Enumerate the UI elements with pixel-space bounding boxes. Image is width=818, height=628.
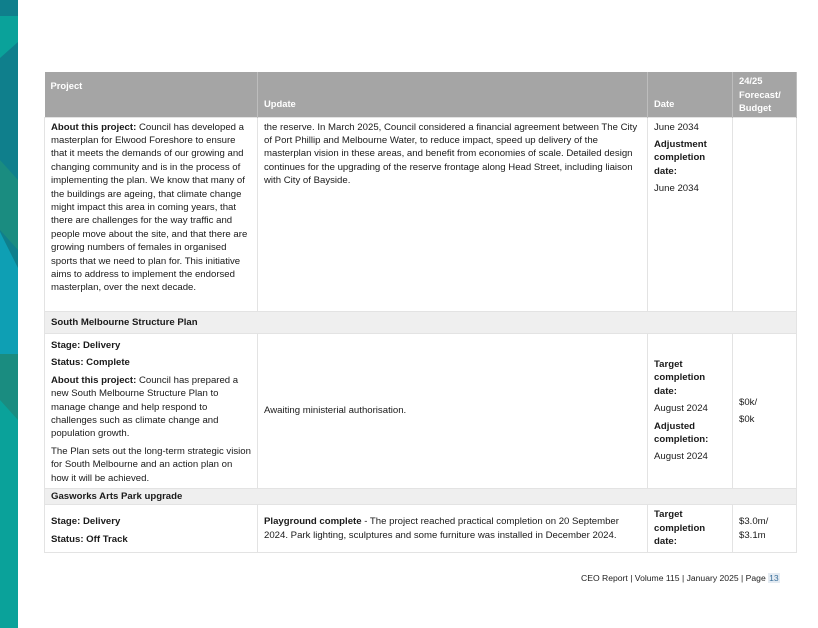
elwood-date2: June 2034 [654, 183, 699, 195]
side-strip-graphic [0, 0, 18, 628]
south-melbourne-about [51, 374, 251, 441]
elwood-about-text: Council has developed a masterplan for Elwood Foreshore to ensure that it meets the demands of our growing and changing community and is in the process of implementing the plan. We know that many of the buildings are ageing, that climate change might impact this area in coming years, that there are challenges for the way traffic and people move about the site, and that there are growing numbers of females in organised sports that we need to plan for. This initiative aims to address to implement the endorsed masterplan, over the next decade. [51, 121, 248, 294]
south-melbourne-adjusted-label: Adjusted completion: [654, 420, 709, 446]
south-melbourne-about-text: Council has prepared a new South Melbourne Structure Plan to manage change and help respond to challenges such as climate change and population growth. [51, 374, 239, 440]
elwood-project-cell [45, 117, 258, 311]
south-melbourne-budget-cell [733, 333, 797, 488]
section-title-south-melbourne: South Melbourne Structure Plan [45, 311, 797, 333]
south-melbourne-budget: $0k [739, 413, 755, 425]
table-row-gasworks [45, 505, 797, 553]
gasworks-status: Status: Off Track [51, 533, 128, 545]
gasworks-budget: $3.1m [739, 529, 766, 541]
page-number: 13 [769, 573, 779, 583]
gasworks-budget-cell [733, 505, 797, 553]
section-row-gasworks [45, 488, 797, 504]
section-title-gasworks: Gasworks Arts Park upgrade [45, 488, 797, 504]
elwood-budget-cell [733, 117, 797, 311]
south-melbourne-date-cell [648, 333, 733, 488]
south-melbourne-stage: Stage: Delivery [51, 339, 121, 351]
elwood-about-label: About this project: [51, 121, 137, 133]
elwood-about [51, 121, 251, 295]
elwood-update-cell: the reserve. In March 2025, Council considered a financial agreement between The City of Port Phillip and Melbourne Water, to reduce impact, speed up delivery of the masterplan vision in these areas, and benefit from economies of scale. Detailed design continues for the upgrading of the reserve frontage along Head Street, including liaison with City of Bayside. [258, 117, 648, 311]
south-melbourne-about-label: About this project: [51, 374, 137, 386]
elwood-date1: June 2034 [654, 121, 699, 133]
elwood-date-cell [648, 117, 733, 311]
header-project: Project [45, 72, 258, 117]
south-melbourne-status: Status: Complete [51, 357, 130, 369]
projects-table [44, 72, 797, 553]
projects-table-container [44, 72, 796, 553]
strip-top-band [0, 0, 18, 16]
south-melbourne-forecast: $0k/ [739, 396, 758, 408]
decorative-side-strip [0, 0, 18, 628]
gasworks-update-text: - The project reached practical completion on 20 September 2024. Park lighting, sculptures and some furniture was installed in December 2024. [264, 516, 619, 541]
header-budget [733, 72, 797, 117]
header-update: Update [258, 72, 648, 117]
gasworks-project-cell [45, 505, 258, 553]
header-budget-line1: 24/25 [739, 75, 763, 86]
table-row-south-melbourne [45, 333, 797, 488]
gasworks-update-cell [258, 505, 648, 553]
page-footer [581, 573, 780, 583]
south-melbourne-target-date: August 2024 [654, 403, 708, 415]
table-header-row [45, 72, 797, 117]
gasworks-stage: Stage: Delivery [51, 516, 121, 528]
elwood-date-label: Adjustment completion date: [654, 138, 707, 177]
south-melbourne-project-cell [45, 333, 258, 488]
section-row-south-melbourne [45, 311, 797, 333]
south-melbourne-about-text2: The Plan sets out the long-term strategic vision for South Melbourne and an action plan on how it will be achieved. [51, 445, 251, 484]
header-budget-line3: Budget [739, 102, 772, 113]
south-melbourne-update-cell: Awaiting ministerial authorisation. [258, 333, 648, 488]
header-budget-line2: Forecast/ [739, 88, 781, 100]
table-row-elwood [45, 117, 797, 311]
south-melbourne-adjusted-date: August 2024 [654, 451, 708, 463]
footer-text: CEO Report | Volume 115 | January 2025 | Page [581, 573, 769, 583]
south-melbourne-target-label: Target completion date: [654, 359, 706, 397]
gasworks-date-cell [648, 505, 733, 553]
gasworks-update-label: Playground complete [264, 516, 362, 528]
gasworks-forecast: $3.0m/ [739, 516, 769, 528]
gasworks-target-label: Target completion date: [654, 509, 706, 548]
header-date: Date [648, 72, 733, 117]
